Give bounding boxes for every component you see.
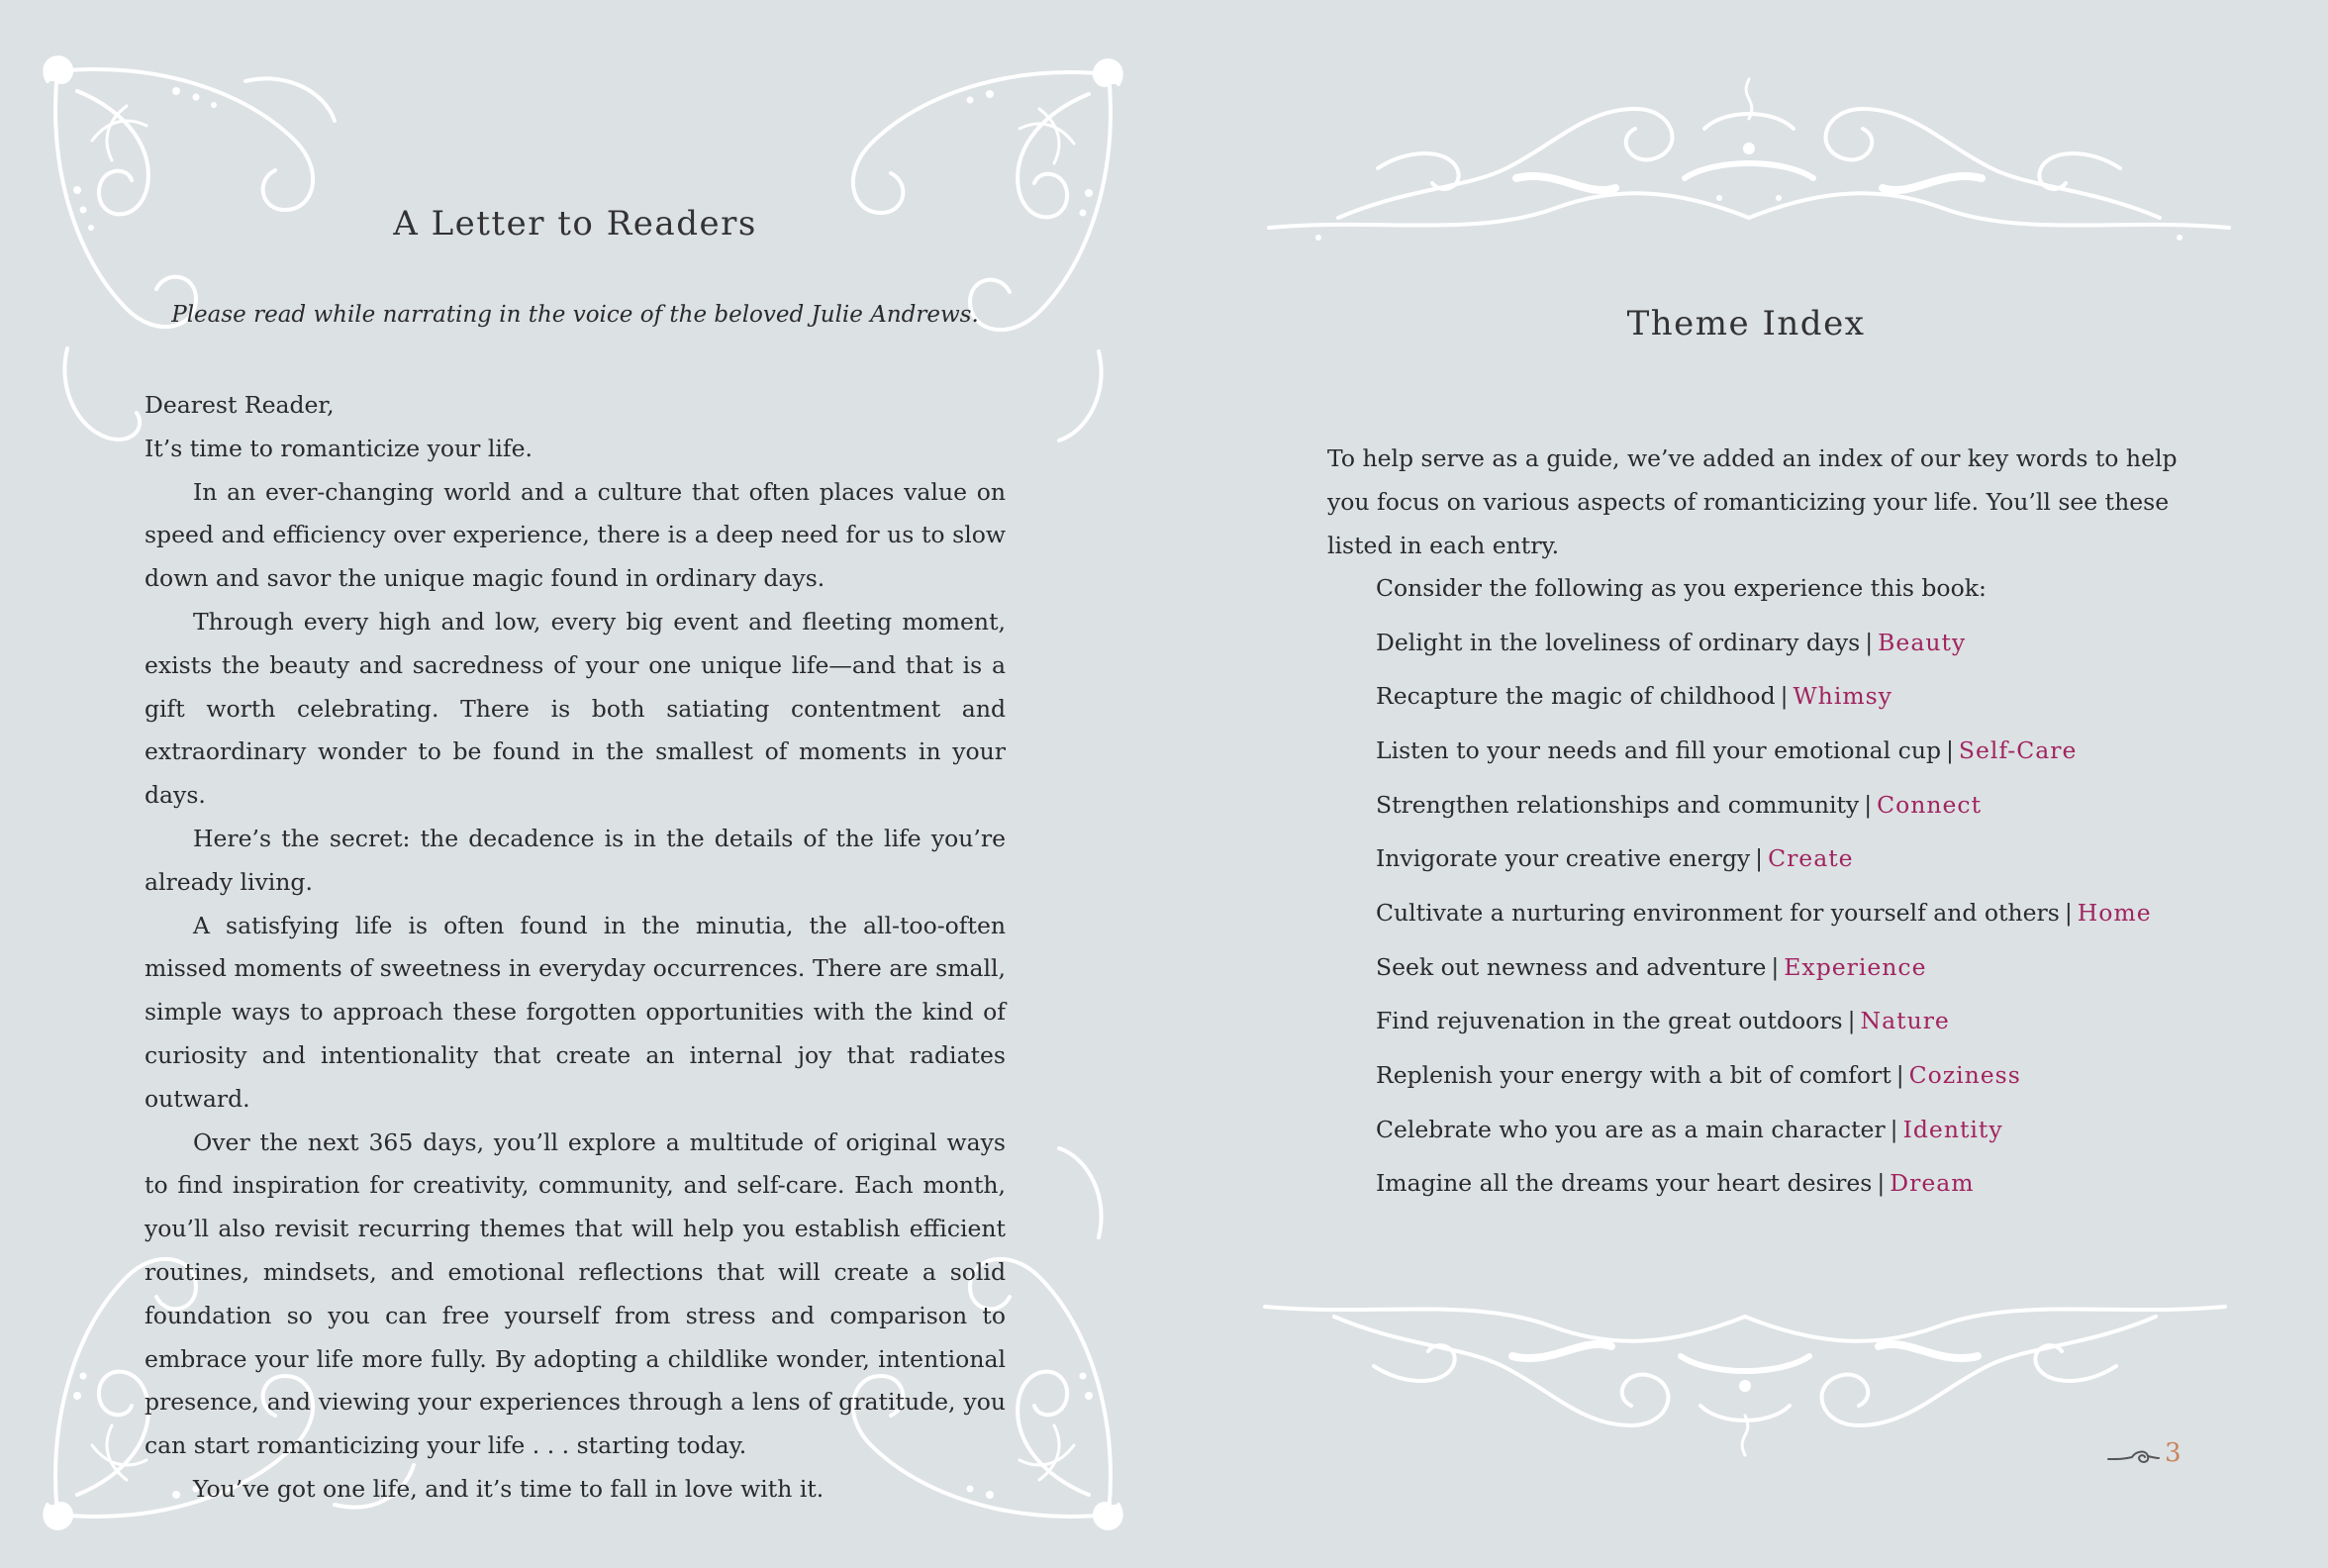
swirl-icon (2106, 1447, 2160, 1471)
theme-item-text: Seek out newness and adventure (1376, 952, 1767, 981)
theme-separator: | (1895, 1061, 1904, 1089)
flourish-banner-bottom-icon (1255, 1287, 2235, 1465)
theme-item-text: Delight in the loveliness of ordinary days (1376, 628, 1861, 656)
page-number: 3 (2165, 1438, 2182, 1468)
letter-paragraph: Through every high and low, every big event and fleeting moment, exists the beauty and sacredness of your one unique life—and that is a gift worth celebrating. There is both satiating contentment and extraordinary wonder to be found in the smallest of moments in your days. (145, 607, 1006, 810)
right-page (1164, 0, 2328, 1568)
letter-paragraph: Here’s the secret: the decadence is in the details of the life you’re already living. (145, 824, 1006, 896)
theme-item-text: Imagine all the dreams your heart desires (1376, 1169, 1873, 1198)
theme-separator: | (1865, 628, 1874, 656)
theme-separator: | (1890, 1115, 1898, 1143)
theme-item-text: Strengthen relationships and community (1376, 790, 1860, 819)
theme-item (1376, 999, 2267, 1053)
letter-paragraph: In an ever-changing world and a culture that often places value on speed and efficiency over experience, there is a deep need for us to slow down and savor the unique magic found in ordinary days. (145, 477, 1006, 593)
theme-item (1376, 945, 2267, 1000)
theme-item-text: Listen to your needs and fill your emotional cup (1376, 735, 1941, 764)
theme-keyword: Dream (1890, 1169, 1975, 1198)
theme-keyword: Coziness (1908, 1061, 2021, 1089)
letter-subtitle: Please read while narrating in the voice of the beloved Julie Andrews. (171, 302, 979, 328)
letter-paragraph: You’ve got one life, and it’s time to fall in love with it. (193, 1474, 824, 1503)
theme-separator: | (1780, 682, 1789, 711)
theme-index-intro: To help serve as a guide, we’ve added an index of our key words to help you focus on various aspects of romanticizing your life. You’ll see these listed in each entry. (1327, 444, 2178, 559)
theme-separator: | (2064, 898, 2073, 927)
letter-title: A Letter to Readers (393, 204, 757, 244)
letter-paragraph: Over the next 365 days, you’ll explore a multitude of original ways to find inspiration for creativity, community, and self-care. Each month, you’ll also revisit recurring themes that will help you establish efficient routines, mindsets, and emotional reflections that will create a solid foundation so you can free yourself from stress and comparison to embrace your life more fully. By adopting a childlike wonder, intentional presence, and viewing your experiences through a lens of gratitude, you can start romanticizing your life . . . starting today. (145, 1127, 1006, 1460)
theme-item-text: Cultivate a nurturing environment for yourself and others (1376, 898, 2060, 927)
theme-list-lead: Consider the following as you experience this book: (1376, 574, 1987, 602)
theme-keyword: Home (2077, 898, 2152, 927)
theme-item (1376, 1161, 2267, 1216)
theme-keyword: Nature (1860, 1007, 1950, 1035)
theme-keyword: Connect (1877, 790, 1983, 819)
theme-keyword: Beauty (1878, 628, 1967, 656)
theme-separator: | (1847, 1007, 1856, 1035)
theme-keyword: Create (1768, 844, 1854, 873)
theme-keyword: Self-Care (1958, 735, 2078, 764)
theme-item (1376, 621, 2267, 675)
theme-item (1376, 891, 2267, 945)
theme-keyword: Whimsy (1793, 682, 1892, 711)
theme-item (1376, 783, 2267, 837)
theme-keyword: Identity (1902, 1115, 2003, 1143)
theme-separator: | (1877, 1169, 1886, 1198)
theme-item (1376, 729, 2267, 783)
letter-paragraph: It’s time to romanticize your life. (145, 434, 533, 462)
theme-index-list (1376, 566, 2267, 1216)
theme-separator: | (1946, 735, 1954, 764)
theme-separator: | (1771, 952, 1780, 981)
theme-index-title: Theme Index (1626, 304, 1866, 343)
theme-item (1376, 1053, 2267, 1108)
theme-keyword: Experience (1784, 952, 1927, 981)
flourish-banner-top-icon (1259, 69, 2239, 247)
letter-paragraph: A satisfying life is often found in the minutia, the all-too-often missed moments of sweetness in everyday occurrences. There are small, simple ways to approach these forgotten opportunities with the kind of curiosity and intentionality that create an internal joy that radiates outward. (145, 911, 1006, 1113)
theme-item-text: Invigorate your creative energy (1376, 844, 1751, 873)
theme-separator: | (1864, 790, 1873, 819)
theme-item (1376, 836, 2267, 891)
theme-item-text: Recapture the magic of childhood (1376, 682, 1776, 711)
theme-item (1376, 674, 2267, 729)
theme-item-text: Replenish your energy with a bit of comfort (1376, 1061, 1892, 1089)
theme-separator: | (1755, 844, 1764, 873)
letter-paragraph: Dearest Reader, (145, 391, 335, 419)
theme-item-text: Celebrate who you are as a main character (1376, 1115, 1886, 1143)
letter-body (145, 384, 1006, 1512)
theme-item (1376, 1108, 2267, 1162)
theme-item-text: Find rejuvenation in the great outdoors (1376, 1007, 1843, 1035)
